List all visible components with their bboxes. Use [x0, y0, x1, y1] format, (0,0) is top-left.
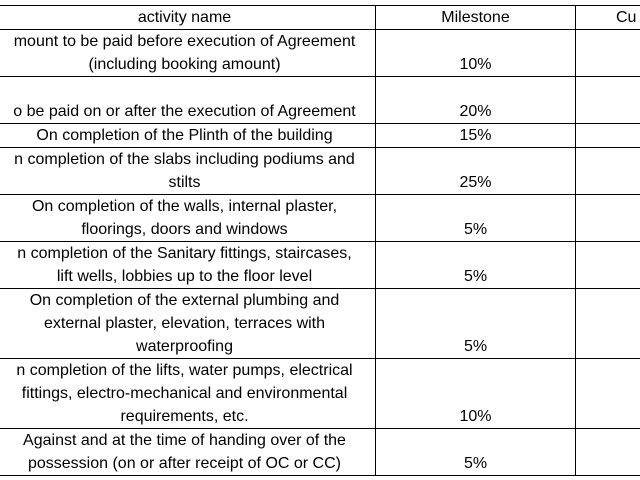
- activity-line: o be paid on or after the execution of Agreement: [13, 103, 356, 120]
- activity-cell: [0, 359, 376, 429]
- activity-line: (including booking amount): [88, 56, 281, 73]
- activity-cell: [0, 148, 376, 195]
- activity-line: On completion of the Plinth of the building: [36, 127, 333, 144]
- activity-cell: [0, 429, 376, 476]
- activity-cell: [0, 124, 376, 148]
- activity-line: possession (on or after receipt of OC or CC): [27, 455, 341, 472]
- activity-cell: [0, 242, 376, 289]
- activity-line: n completion of the Sanitary fittings, staircases,: [17, 245, 352, 262]
- milestone-header: Milestone: [376, 6, 576, 30]
- table-row: [0, 77, 640, 124]
- table-row: [0, 195, 640, 242]
- milestone-cell: 10%: [376, 30, 576, 77]
- activity-cell: [0, 77, 376, 124]
- activity-line: waterproofing: [136, 338, 233, 355]
- cumulative-header: Cu: [576, 6, 640, 30]
- activity-line: n completion of the lifts, water pumps, electrical: [16, 362, 353, 379]
- milestone-cell: 25%: [376, 148, 576, 195]
- cumulative-cell: [576, 242, 640, 289]
- activity-line: n completion of the slabs including podiums and: [14, 151, 355, 168]
- activity-cell: [0, 30, 376, 77]
- table-row: [0, 30, 640, 77]
- header-row: [0, 6, 640, 30]
- activity-line: fittings, electro-mechanical and environmental: [21, 385, 348, 402]
- cumulative-cell: [576, 195, 640, 242]
- table-row: [0, 148, 640, 195]
- activity-line: lift wells, lobbies up to the floor level: [56, 268, 313, 285]
- cumulative-cell: [576, 429, 640, 476]
- activity-cell: [0, 289, 376, 359]
- table-row: [0, 242, 640, 289]
- activity-line: On completion of the walls, internal plaster,: [31, 198, 338, 215]
- cumulative-cell: [576, 77, 640, 124]
- activity-line: stilts: [168, 174, 201, 191]
- activity-line: requirements, etc.: [120, 408, 249, 425]
- milestone-cell: 20%: [376, 77, 576, 124]
- milestone-cell: 5%: [376, 289, 576, 359]
- activity-line: mount to be paid before execution of Agreement: [13, 33, 356, 50]
- activity-line: On completion of the external plumbing and: [29, 292, 340, 309]
- milestone-cell: 5%: [376, 195, 576, 242]
- table-row: [0, 289, 640, 359]
- activity-line: external plaster, elevation, terraces with: [43, 315, 326, 332]
- milestone-cell: 10%: [376, 359, 576, 429]
- payment-schedule-table: [0, 5, 640, 476]
- cumulative-cell: [576, 124, 640, 148]
- activity-line: floorings, doors and windows: [81, 221, 288, 238]
- cumulative-cell: [576, 359, 640, 429]
- milestone-cell: 5%: [376, 429, 576, 476]
- milestone-cell: 15%: [376, 124, 576, 148]
- table-row: [0, 124, 640, 148]
- activity-name-header: activity name: [0, 6, 376, 30]
- cumulative-cell: [576, 289, 640, 359]
- activity-line: Against and at the time of handing over of the: [23, 432, 346, 449]
- table-row: [0, 359, 640, 429]
- table-row: [0, 429, 640, 476]
- activity-cell: [0, 195, 376, 242]
- cumulative-cell: [576, 30, 640, 77]
- milestone-cell: 5%: [376, 242, 576, 289]
- cumulative-cell: [576, 148, 640, 195]
